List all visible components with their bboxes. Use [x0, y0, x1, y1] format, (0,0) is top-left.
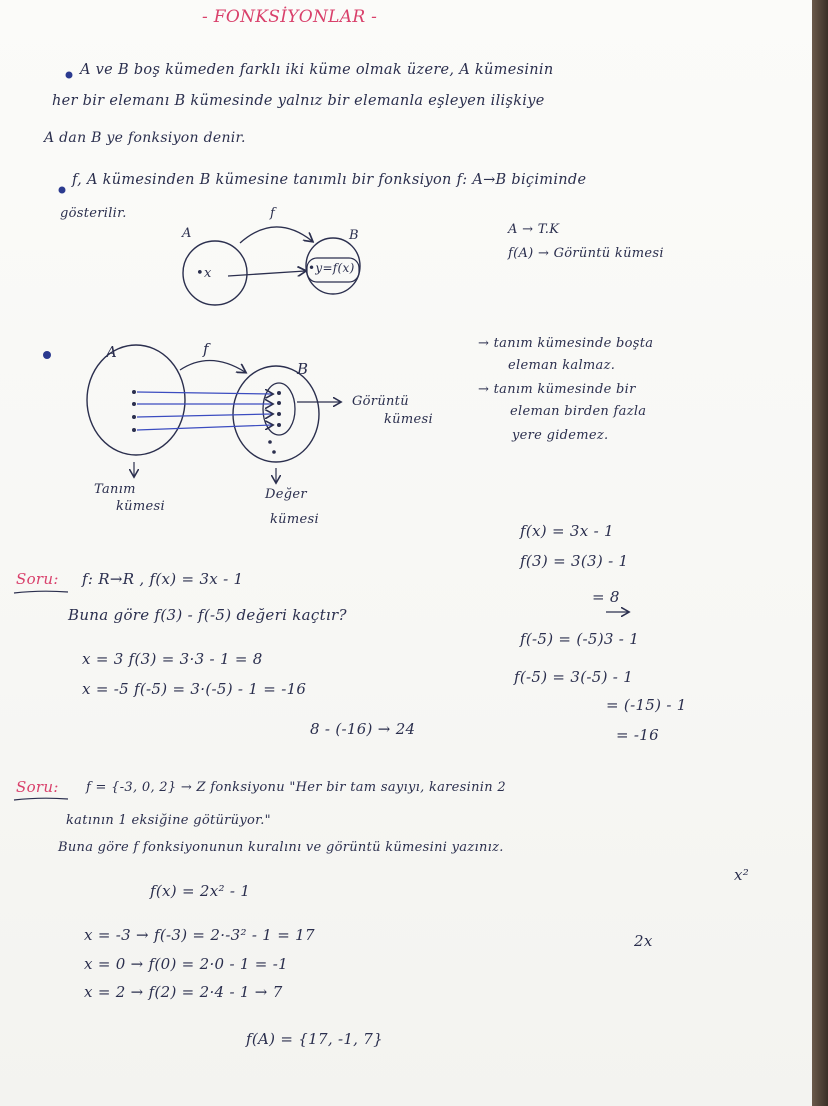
set-a-ellipse: [183, 241, 247, 305]
q2-step-3: x = 2 → f(2) = 2·4 - 1 → 7: [84, 983, 283, 1001]
diagram2-set-a-label: A: [106, 343, 118, 361]
tanim-kumesi-note: A → T.K: [508, 222, 560, 237]
q2-label: Soru:: [16, 778, 59, 796]
q1-side-2: f(3) = 3(3) - 1: [520, 552, 629, 570]
q1-label: Soru:: [16, 570, 59, 588]
q1-side-6: = (-15) - 1: [606, 696, 687, 714]
curved-arrow-f2: [180, 360, 245, 372]
domain-points: [132, 390, 136, 432]
page-title: - FONKSİYONLAR -: [202, 7, 378, 27]
intro-line-1: A ve B boş kümeden farklı iki küme olmak üzere, A kümesinin: [80, 62, 554, 78]
domain-label-2: kümesi: [116, 499, 165, 514]
range-label-1: Değer: [265, 487, 307, 502]
diagram1-elem-x: •x: [196, 266, 212, 281]
q1-side-4: f(-5) = (-5)3 - 1: [520, 630, 640, 648]
q1-side-3: = 8: [592, 588, 620, 606]
intro-line-2: her bir elemanı B kümesinde yalnız bir elemanla eşleyen ilişkiye: [52, 93, 545, 109]
q1-statement: f: R→R , f(x) = 3x - 1: [82, 570, 244, 588]
rule-1-line-1: → tanım kümesinde boşta: [478, 336, 654, 351]
domain-label-1: Tanım: [94, 482, 136, 497]
q2-statement-2: katının 1 eksiğine götürüyor.": [66, 813, 271, 828]
mapping-arrows: [137, 392, 272, 430]
q2-margin-1: x²: [734, 866, 750, 884]
q1-ask: Buna göre f(3) - f(-5) değeri kaçtır?: [68, 606, 347, 624]
intro-line-3: A dan B ye fonksiyon denir.: [44, 130, 246, 146]
q1-result: 8 - (-16) → 24: [310, 720, 416, 738]
q2-step-2: x = 0 → f(0) = 2·0 - 1 = -1: [84, 955, 288, 973]
image-label-2: kümesi: [384, 412, 433, 427]
diagram1-set-b-label: B: [349, 228, 359, 243]
curved-arrow-f: [240, 227, 312, 243]
q1-underline: [14, 591, 68, 593]
q1-side-1: f(x) = 3x - 1: [520, 522, 614, 540]
q2-result: f(A) = {17, -1, 7}: [246, 1030, 383, 1048]
image-points: [268, 391, 281, 454]
q2-ask: Buna göre f fonksiyonunun kuralını ve görüntü kümesini yazınız.: [58, 840, 504, 855]
mapping-arrow: [228, 271, 305, 276]
rule-2-line-3: yere gidemez.: [512, 428, 609, 443]
q1-side-5: f(-5) = 3(-5) - 1: [514, 668, 634, 686]
diagram1-set-a-label: A: [182, 226, 192, 241]
rule-2-line-1: → tanım kümesinde bir: [478, 382, 636, 397]
notation-line-1: f, A kümesinden B kümesine tanımlı bir fonksiyon f: A→B biçiminde: [72, 172, 587, 188]
domain-ellipse: [87, 345, 185, 455]
q2-margin-2: 2x: [634, 932, 653, 950]
bullet-intro: [66, 72, 73, 79]
diagram2-set-b-label: B: [297, 360, 309, 378]
range-label-2: kümesi: [270, 512, 319, 527]
bullet-diagram: [43, 351, 51, 359]
q2-step-1: x = -3 → f(-3) = 2·-3² - 1 = 17: [84, 926, 315, 944]
q2-rule: f(x) = 2x² - 1: [150, 882, 251, 900]
diagram2-f-label: f: [203, 340, 209, 358]
rule-2-line-2: eleman birden fazla: [510, 404, 647, 419]
q2-statement: f = {-3, 0, 2} → Z fonksiyonu "Her bir tam sayıyı, karesinin 2: [86, 780, 506, 795]
notation-line-2: gösterilir.: [60, 206, 127, 221]
goruntu-kumesi-note: f(A) → Görüntü kümesi: [508, 246, 664, 261]
q1-side-7: = -16: [616, 726, 659, 744]
diagram1-elem-y: •y=f(x): [308, 261, 355, 275]
image-label-1: Görüntü: [352, 394, 409, 409]
rule-1-line-2: eleman kalmaz.: [508, 358, 616, 373]
q2-underline: [14, 798, 68, 800]
diagram1-f-label: f: [270, 206, 276, 221]
q1-step-2: x = -5 f(-5) = 3·(-5) - 1 = -16: [82, 680, 307, 698]
image-ellipse: [263, 383, 295, 435]
bullet-notation: [59, 187, 66, 194]
q1-step-1: x = 3 f(3) = 3·3 - 1 = 8: [82, 650, 263, 668]
